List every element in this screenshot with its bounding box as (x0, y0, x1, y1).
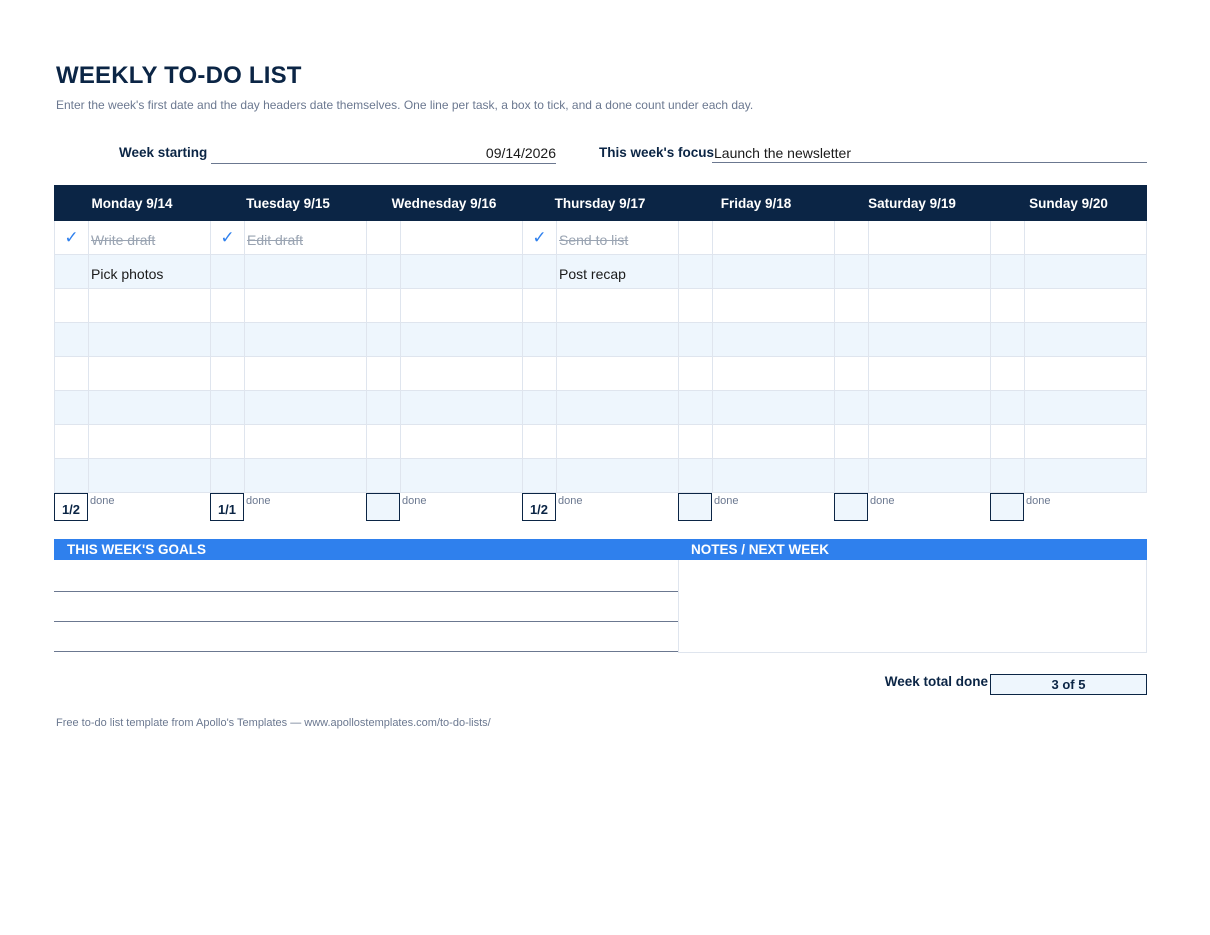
task-text[interactable] (556, 323, 678, 357)
task-rows (54, 221, 1147, 493)
checkbox[interactable] (522, 391, 556, 425)
checkbox[interactable] (678, 221, 712, 255)
checkbox[interactable] (990, 459, 1024, 493)
task-text[interactable]: Pick photos (88, 255, 210, 289)
task-text[interactable] (868, 221, 990, 255)
done-label: done (246, 495, 271, 507)
week-total-value: 3 of 5 (990, 674, 1147, 695)
task-text[interactable] (868, 255, 990, 289)
checkbox[interactable] (522, 459, 556, 493)
task-text[interactable]: Send to list (556, 221, 678, 255)
checkbox[interactable] (54, 255, 88, 289)
task-text[interactable] (556, 289, 678, 323)
done-label: done (870, 495, 895, 507)
checkbox[interactable] (522, 289, 556, 323)
goal-line[interactable] (54, 651, 678, 652)
task-text[interactable] (400, 425, 522, 459)
checkbox[interactable] (210, 391, 244, 425)
task-text[interactable] (1024, 255, 1147, 289)
done-label: done (558, 495, 583, 507)
task-text[interactable] (244, 425, 366, 459)
task-row (54, 357, 1147, 391)
checkbox[interactable] (54, 391, 88, 425)
checkbox[interactable] (54, 459, 88, 493)
day-header-row (54, 185, 1147, 221)
task-text[interactable] (712, 425, 834, 459)
done-count-box (990, 493, 1024, 521)
task-text[interactable] (1024, 425, 1147, 459)
task-text[interactable] (712, 255, 834, 289)
checkbox[interactable] (678, 255, 712, 289)
checkbox[interactable] (54, 323, 88, 357)
task-text[interactable] (88, 425, 210, 459)
task-text[interactable] (868, 459, 990, 493)
checkbox[interactable] (366, 459, 400, 493)
task-text[interactable] (88, 289, 210, 323)
task-text[interactable] (556, 425, 678, 459)
checkbox[interactable] (54, 357, 88, 391)
done-count-box (678, 493, 712, 521)
checkbox[interactable] (678, 289, 712, 323)
task-text[interactable] (400, 459, 522, 493)
done-count-group (990, 493, 1147, 521)
done-label: done (1026, 495, 1051, 507)
task-text[interactable] (400, 391, 522, 425)
footer-credit: Free to-do list template from Apollo's Templates — www.apollostemplates.com/to-do-lists/ (56, 717, 491, 729)
task-text[interactable] (868, 357, 990, 391)
task-text[interactable] (244, 289, 366, 323)
task-row (54, 289, 1147, 323)
task-text[interactable] (1024, 323, 1147, 357)
task-text[interactable] (556, 459, 678, 493)
check-icon[interactable]: ✓ (210, 221, 244, 255)
checkbox[interactable] (210, 289, 244, 323)
task-text[interactable] (400, 289, 522, 323)
week-total-label: Week total done (884, 674, 988, 689)
checkbox[interactable] (834, 289, 868, 323)
notes-header: NOTES / NEXT WEEK (678, 539, 1147, 560)
task-text[interactable] (712, 289, 834, 323)
task-text[interactable] (1024, 357, 1147, 391)
task-text[interactable] (868, 289, 990, 323)
task-text[interactable] (712, 221, 834, 255)
done-count-box (834, 493, 868, 521)
done-count-box: 1/2 (522, 493, 556, 521)
checkbox[interactable] (366, 391, 400, 425)
task-row (54, 323, 1147, 357)
day-header: Tuesday 9/15 (246, 195, 330, 211)
notes-area[interactable] (678, 560, 1147, 653)
checkbox[interactable] (210, 255, 244, 289)
done-count-group (522, 493, 678, 521)
week-starting-field[interactable]: 09/14/2026 (211, 143, 556, 164)
task-text[interactable] (1024, 391, 1147, 425)
checkbox[interactable] (210, 459, 244, 493)
task-text[interactable] (88, 323, 210, 357)
done-count-box (366, 493, 400, 521)
week-grid (54, 185, 1147, 521)
task-text[interactable] (244, 323, 366, 357)
checkbox[interactable] (678, 357, 712, 391)
task-row (54, 221, 1147, 255)
task-text[interactable] (244, 459, 366, 493)
checkbox[interactable] (54, 289, 88, 323)
day-header: Thursday 9/17 (554, 195, 646, 211)
check-icon[interactable]: ✓ (522, 221, 556, 255)
checkbox[interactable] (678, 323, 712, 357)
done-label: done (714, 495, 739, 507)
day-header: Wednesday 9/16 (391, 195, 497, 211)
task-text[interactable] (400, 255, 522, 289)
task-text[interactable]: Edit draft (244, 221, 366, 255)
task-text[interactable] (712, 391, 834, 425)
task-text[interactable] (868, 391, 990, 425)
checkbox[interactable] (834, 323, 868, 357)
checkbox[interactable] (990, 357, 1024, 391)
task-text[interactable] (1024, 459, 1147, 493)
task-text[interactable] (712, 323, 834, 357)
checkbox[interactable] (834, 425, 868, 459)
task-text[interactable] (712, 357, 834, 391)
task-text[interactable] (244, 391, 366, 425)
done-count-group (366, 493, 522, 521)
done-count-group (210, 493, 366, 521)
focus-label: This week's focus (599, 145, 715, 160)
focus-field[interactable]: Launch the newsletter (712, 143, 1147, 163)
checkbox[interactable] (834, 391, 868, 425)
done-count-group (834, 493, 990, 521)
task-text[interactable] (868, 323, 990, 357)
checkbox[interactable] (834, 459, 868, 493)
checkbox[interactable] (366, 425, 400, 459)
day-header: Saturday 9/19 (868, 195, 956, 211)
checkbox[interactable] (366, 289, 400, 323)
task-text[interactable] (1024, 221, 1147, 255)
checkbox[interactable] (522, 255, 556, 289)
checkbox[interactable] (834, 357, 868, 391)
checkbox[interactable] (990, 221, 1024, 255)
checkbox[interactable] (522, 357, 556, 391)
checkbox[interactable] (834, 255, 868, 289)
checkbox[interactable] (678, 425, 712, 459)
task-text[interactable]: Write draft (88, 221, 210, 255)
task-row (54, 459, 1147, 493)
task-text[interactable] (556, 357, 678, 391)
task-row (54, 255, 1147, 289)
checkbox[interactable] (990, 391, 1024, 425)
task-text[interactable] (88, 459, 210, 493)
done-count-box: 1/1 (210, 493, 244, 521)
task-text[interactable] (1024, 289, 1147, 323)
goals-header: THIS WEEK'S GOALS (54, 539, 678, 560)
done-label: done (90, 495, 115, 507)
checkbox[interactable] (522, 323, 556, 357)
checkbox[interactable] (366, 323, 400, 357)
page-title: WEEKLY TO-DO LIST (56, 62, 302, 89)
week-starting-label: Week starting (119, 145, 208, 160)
task-text[interactable] (244, 357, 366, 391)
checkbox[interactable] (366, 255, 400, 289)
task-text[interactable] (88, 357, 210, 391)
done-count-group (678, 493, 834, 521)
task-row (54, 391, 1147, 425)
checkbox[interactable] (210, 357, 244, 391)
checkbox[interactable] (678, 459, 712, 493)
page-subtitle: Enter the week's first date and the day headers date themselves. One line per task, a box to tick, and a done count under each day. (56, 98, 754, 112)
task-text[interactable] (88, 391, 210, 425)
task-text[interactable] (244, 255, 366, 289)
checkbox[interactable] (990, 255, 1024, 289)
task-text[interactable] (556, 391, 678, 425)
task-text[interactable] (400, 357, 522, 391)
checkbox[interactable] (522, 425, 556, 459)
day-header: Sunday 9/20 (1029, 195, 1108, 211)
day-header: Monday 9/14 (91, 195, 173, 211)
task-text[interactable] (400, 221, 522, 255)
done-count-group (54, 493, 210, 521)
checkbox[interactable] (366, 357, 400, 391)
day-header: Friday 9/18 (720, 195, 792, 211)
checkbox[interactable] (54, 425, 88, 459)
done-label: done (402, 495, 427, 507)
goal-line[interactable] (54, 621, 678, 622)
checkbox[interactable] (990, 289, 1024, 323)
checkbox[interactable] (210, 323, 244, 357)
done-count-row (54, 493, 1147, 521)
check-icon[interactable]: ✓ (54, 221, 88, 255)
task-text[interactable] (400, 323, 522, 357)
checkbox[interactable] (210, 425, 244, 459)
checkbox[interactable] (990, 425, 1024, 459)
task-row (54, 425, 1147, 459)
checkbox[interactable] (990, 323, 1024, 357)
task-text[interactable] (868, 425, 990, 459)
checkbox[interactable] (834, 221, 868, 255)
task-text[interactable]: Post recap (556, 255, 678, 289)
checkbox[interactable] (366, 221, 400, 255)
goal-line[interactable] (54, 591, 678, 592)
checkbox[interactable] (678, 391, 712, 425)
done-count-box: 1/2 (54, 493, 88, 521)
task-text[interactable] (712, 459, 834, 493)
